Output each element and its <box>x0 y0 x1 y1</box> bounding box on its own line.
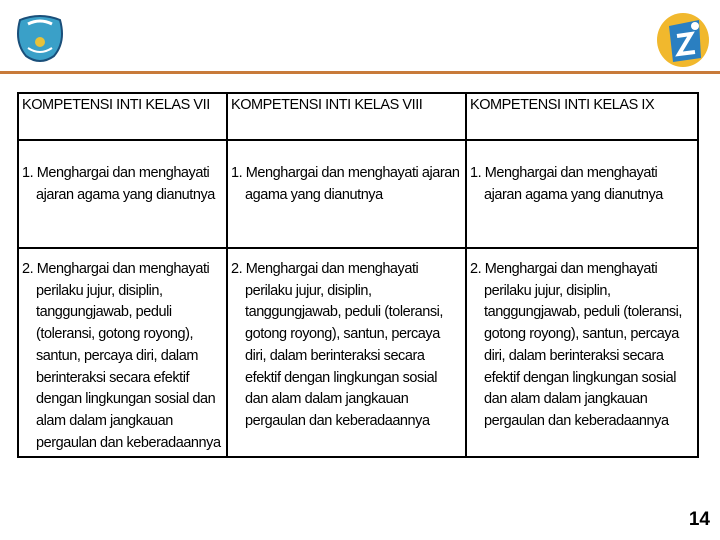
competency-item: 2. Menghargai dan menghayati perilaku jujur, disiplin, tanggungjawab, peduli (toleransi, gotong royong), santun, percaya diri, dalam berinteraksi secara efektif dengan lingkungan sosial dan alam dalam jangkauan pergaulan dan keberadaannya <box>22 261 221 451</box>
header-divider <box>0 71 720 74</box>
competency-item: 2. Menghargai dan menghayati perilaku jujur, disiplin, tanggungjawab, peduli (toleransi, gotong royong), santun, percaya diri, dalam berinteraksi secara efektif dengan lingkungan sosial dan alam dalam jangkauan pergaulan dan keberadaannya <box>231 261 443 429</box>
table-cell <box>18 248 227 457</box>
table-row <box>18 248 698 457</box>
competency-item: 1. Menghargai dan menghayati ajaran agama yang dianutnya <box>470 165 663 203</box>
competency-item: 1. Menghargai dan menghayati ajaran agama yang dianutnya <box>22 165 215 203</box>
header-kelas-viii: KOMPETENSI INTI KELAS VIII <box>227 93 466 140</box>
competency-table <box>17 92 699 458</box>
table-row <box>18 140 698 248</box>
table-header-row <box>18 93 698 140</box>
table-cell <box>227 248 466 457</box>
table-cell <box>466 248 698 457</box>
table-cell <box>18 140 227 248</box>
curriculum-logo <box>655 12 711 72</box>
ministry-logo <box>14 12 66 64</box>
competency-item: 2. Menghargai dan menghayati perilaku jujur, disiplin, tanggungjawab, peduli (toleransi, gotong royong), santun, percaya diri, dalam berinteraksi secara efektif dengan lingkungan sosial dan alam dalam jangkauan pergaulan dan keberadaannya <box>470 261 682 429</box>
table-cell <box>227 140 466 248</box>
page-number: 14 <box>688 509 710 530</box>
header-kelas-ix: KOMPETENSI INTI KELAS IX <box>466 93 698 140</box>
table-cell <box>466 140 698 248</box>
competency-item: 1. Menghargai dan menghayati ajaran agama yang dianutnya <box>231 165 460 203</box>
header-kelas-vii: KOMPETENSI INTI KELAS VII <box>18 93 227 140</box>
